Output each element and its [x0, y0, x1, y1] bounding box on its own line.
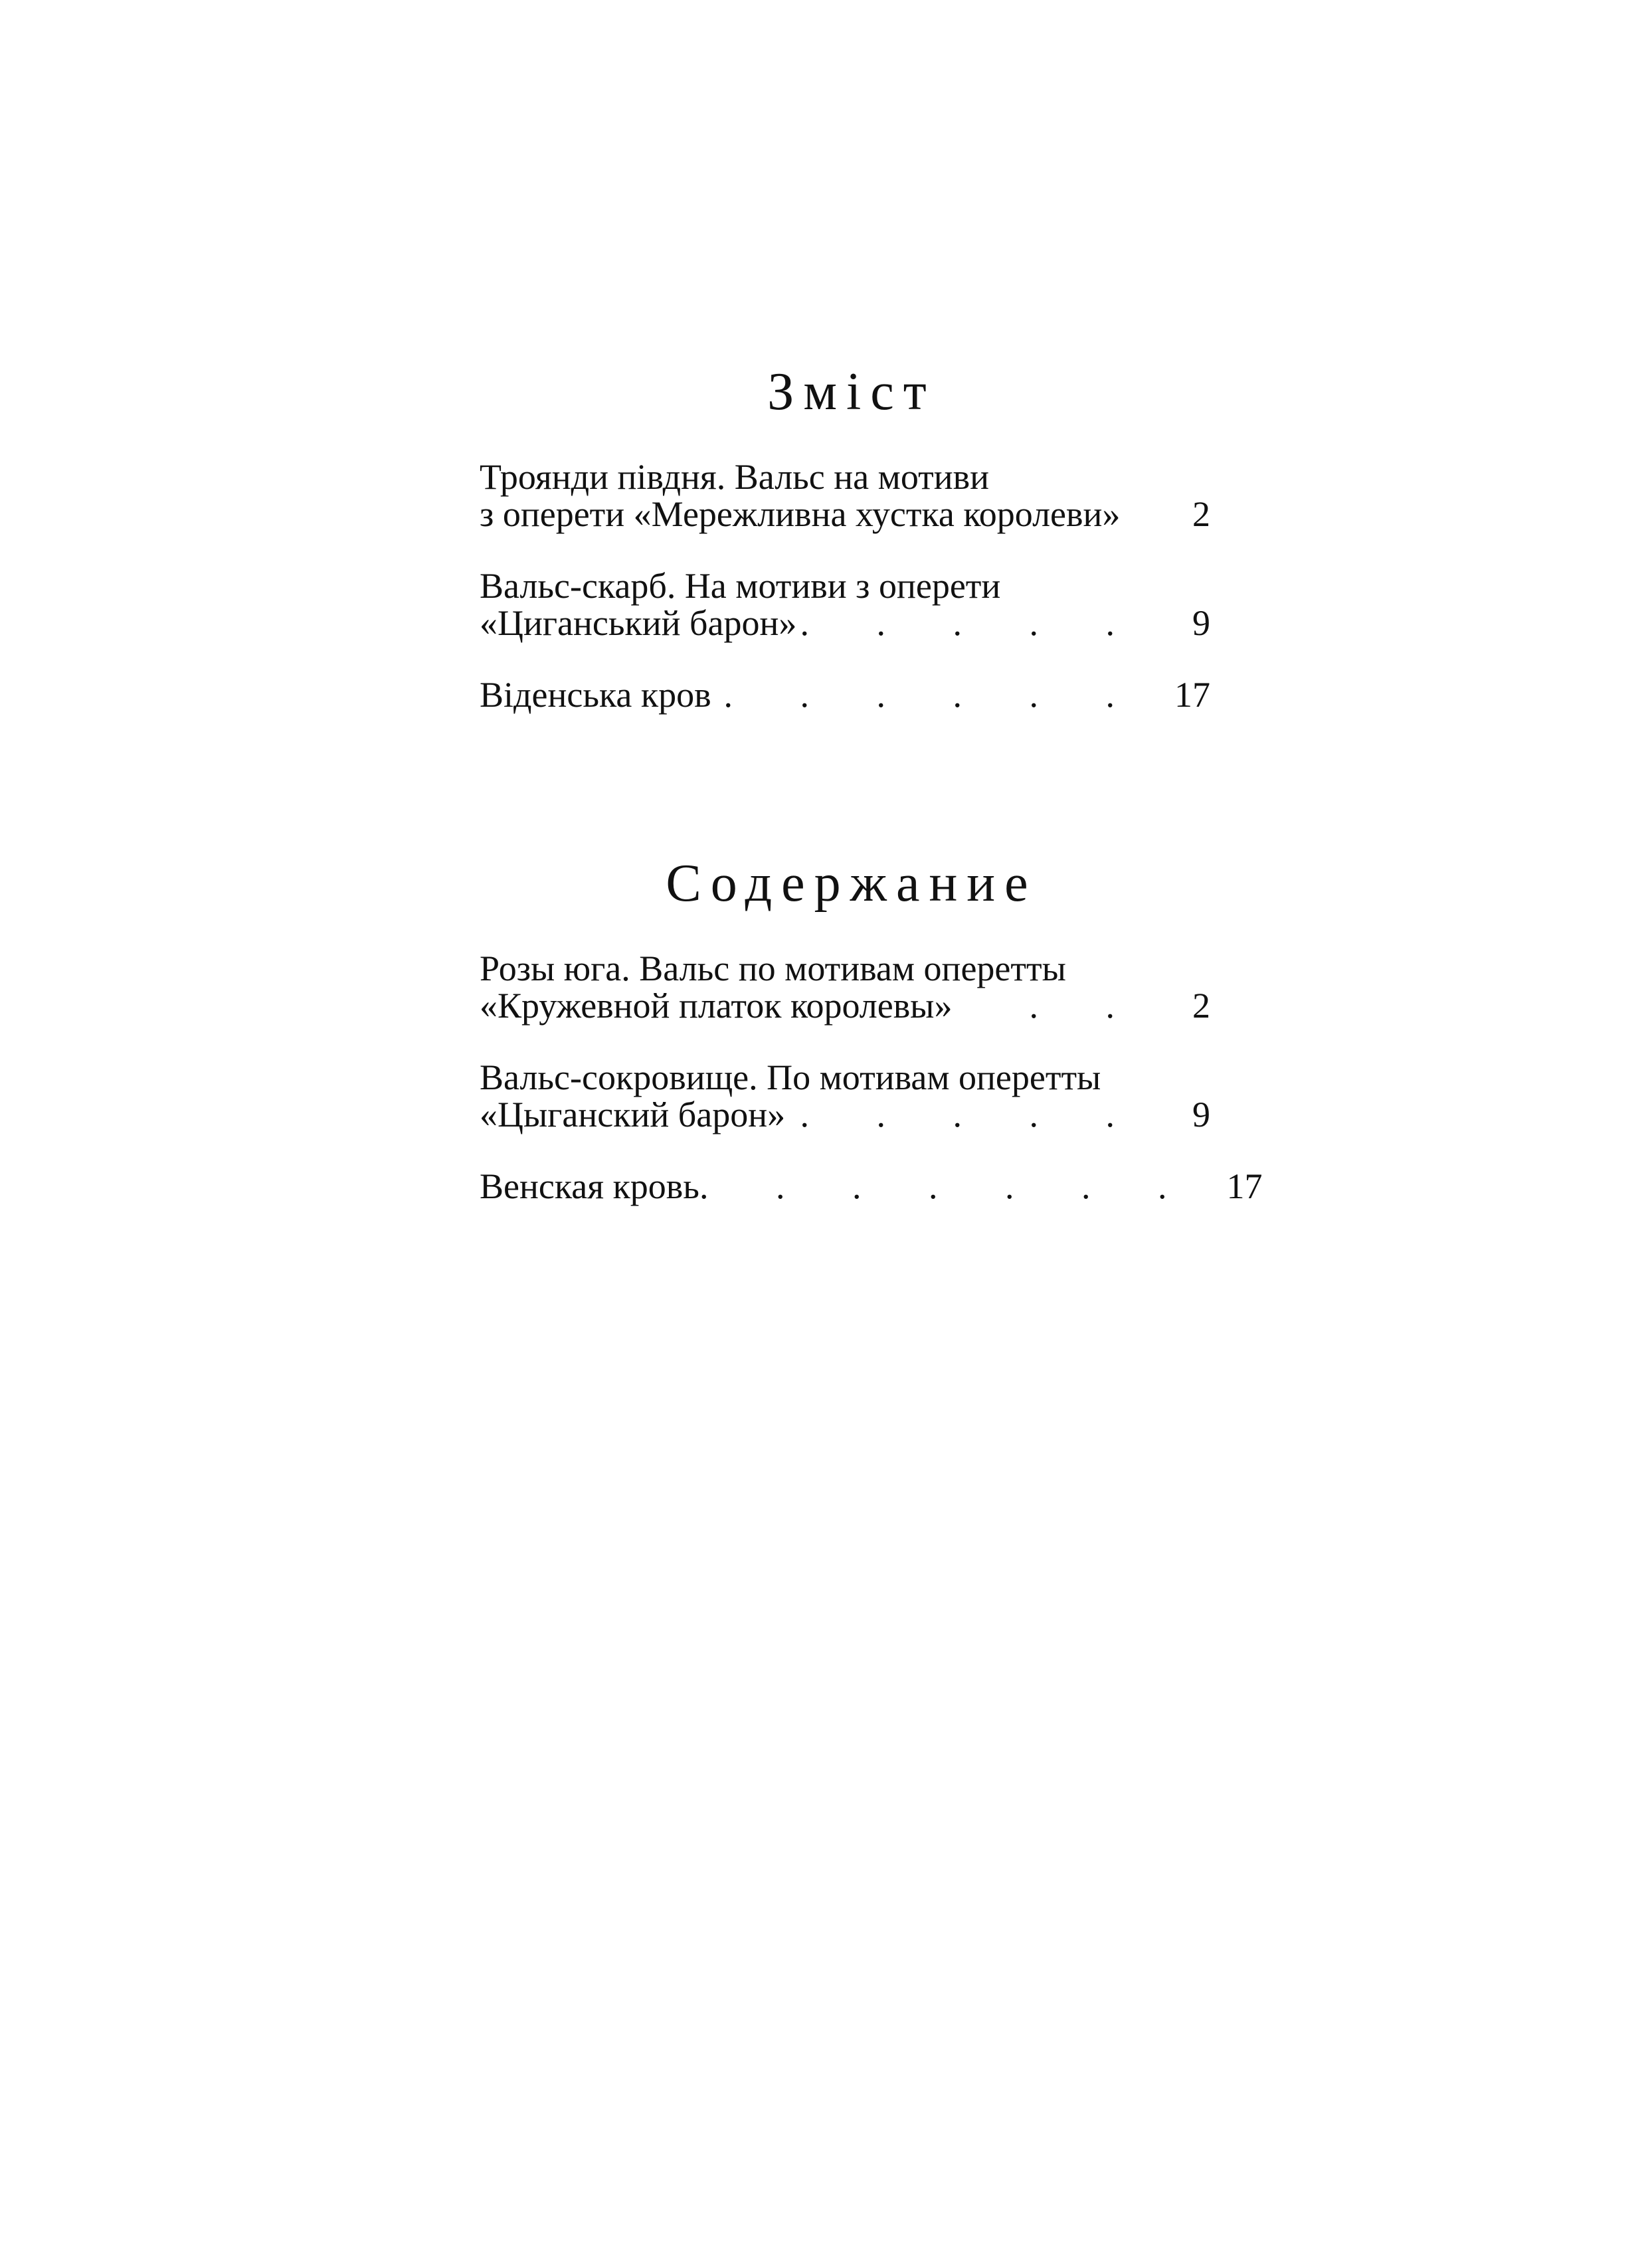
page-number: 17 — [1174, 675, 1210, 715]
entry-title-line: Вальс-скарб. На мотиви з оперети — [480, 566, 1001, 606]
page-number: 9 — [1192, 1095, 1210, 1134]
dot-leader: . . . . . . — [723, 676, 1144, 713]
dot-leader: . . . . . . . — [699, 1168, 1196, 1205]
entry-title-line: Віденська кров — [480, 675, 711, 715]
toc-title-russian: Содержание — [666, 854, 1038, 913]
toc-russian — [480, 850, 1263, 1239]
page-number: 17 — [1226, 1166, 1263, 1206]
toc-entry — [480, 567, 1210, 642]
toc-ukrainian — [480, 359, 1210, 748]
dot-leader: . . . . . — [800, 604, 1144, 642]
page-number: 9 — [1192, 603, 1210, 643]
toc-entry — [480, 1166, 1263, 1206]
entry-title-line: «Цыганский барон» — [480, 1095, 786, 1134]
entry-title-line: Троянди півдня. Вальс на мотиви — [480, 457, 989, 497]
toc-entry — [480, 1059, 1210, 1133]
dot-leader: . . . . . — [800, 1096, 1144, 1133]
toc-entry — [480, 676, 1210, 713]
entry-title-line: «Кружевной платок королевы» — [480, 986, 953, 1026]
entry-title-line: Вальс-сокровище. По мотивам оперетты — [480, 1057, 1101, 1097]
entry-title-line: з оперети «Мережливна хустка королеви» — [480, 494, 1121, 534]
toc-title-ukrainian: Зміст — [767, 363, 936, 421]
entry-title-line: Розы юга. Вальс по мотивам оперетты — [480, 948, 1066, 988]
toc-entry — [480, 950, 1210, 1024]
page-number: 2 — [1192, 494, 1210, 534]
page-number: 2 — [1192, 986, 1210, 1026]
dot-leader: . . — [1029, 987, 1144, 1024]
entry-title-line: Венская кровь — [480, 1166, 699, 1206]
toc-entry — [480, 458, 1210, 533]
entry-title-line: «Циганський барон» — [480, 603, 797, 643]
